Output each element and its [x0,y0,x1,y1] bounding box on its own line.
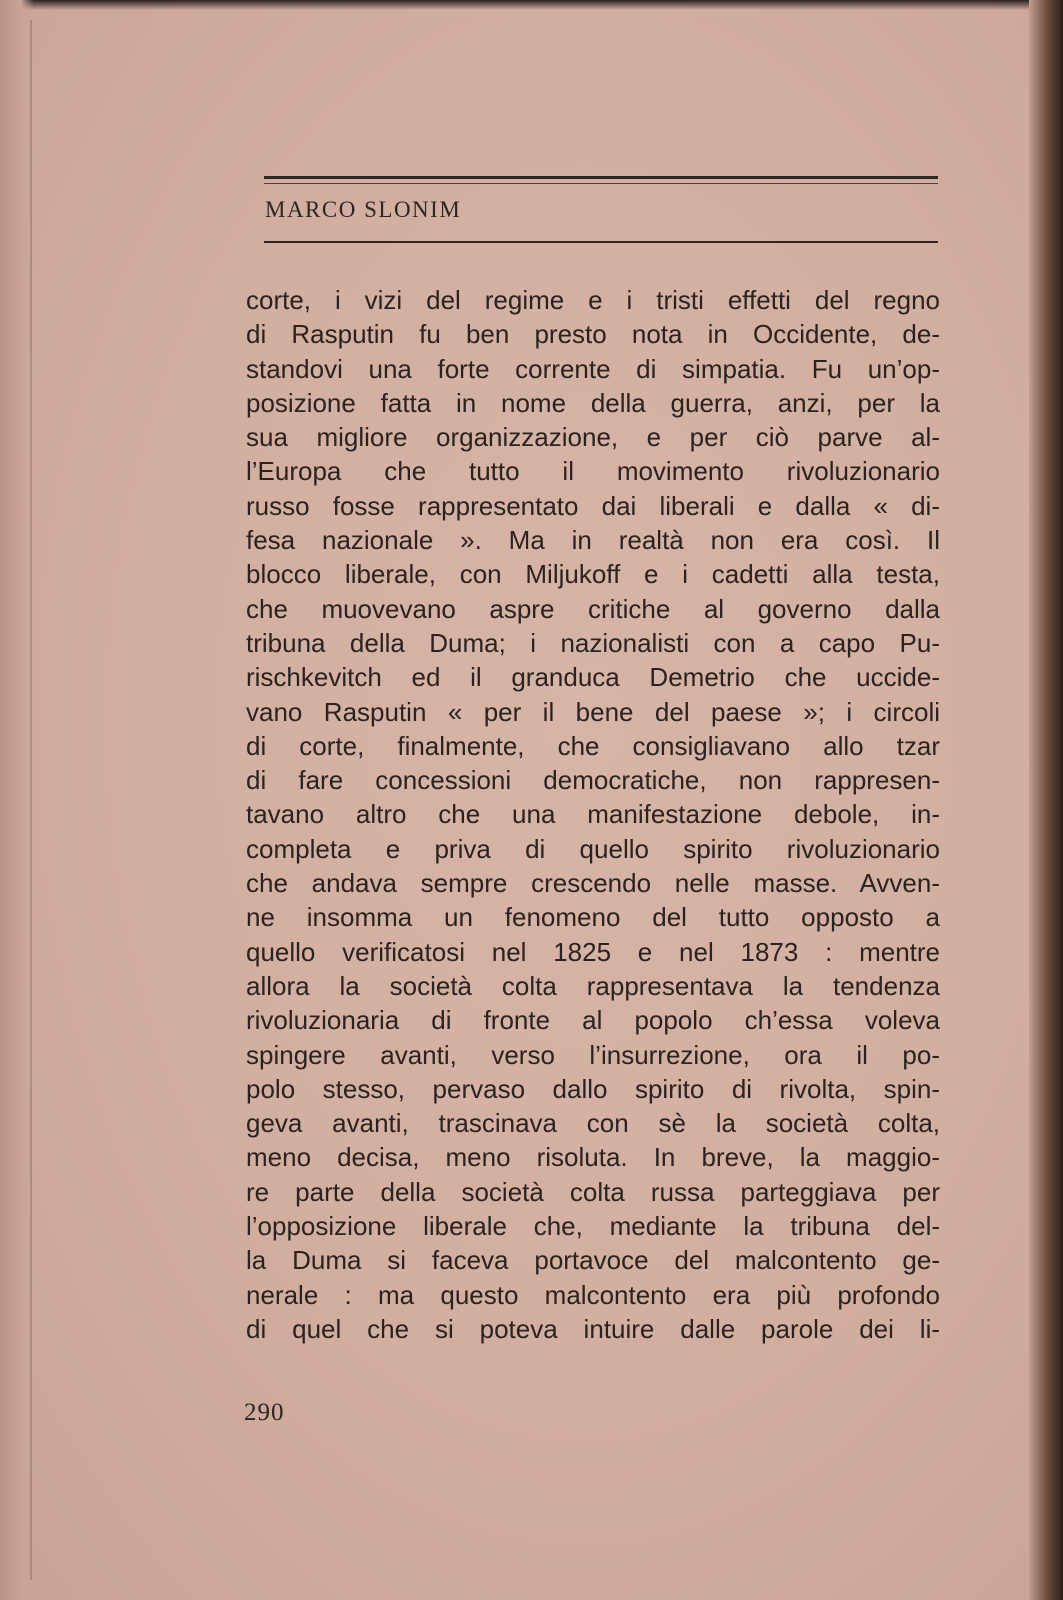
header-rule-top-thin [264,183,938,184]
text-line: rischkevitch ed il granduca Demetrio che uccide- [246,662,940,693]
page-number: 290 [244,1399,285,1426]
text-line: tavano altro che una manifestazione debole, in- [246,799,940,830]
text-line: nerale : ma questo malcontento era più profondo [246,1279,940,1310]
text-line: quello verificatosi nel 1825 e nel 1873 : mentre [246,936,940,967]
text-line: posizione fatta in nome della guerra, anzi, per la [246,387,940,418]
text-line: allora la società colta rappresentava la tendenza [246,970,940,1001]
page-right-edge [1029,0,1063,1600]
body-text [246,283,940,1346]
text-line: fesa nazionale ». Ma in realtà non era così. Il [246,525,940,556]
text-line: spingere avanti, verso l’insurrezione, ora il po- [246,1039,940,1070]
text-line: l’Europa che tutto il movimento rivoluzionario [246,456,940,487]
text-line: tribuna della Duma; i nazionalisti con a capo Pu- [246,627,940,658]
text-line: che andava sempre crescendo nelle masse. Avven- [246,868,940,899]
text-line: meno decisa, meno risoluta. In breve, la maggio- [246,1142,940,1173]
page-left-margin-edge [0,0,34,1600]
header-rule-bottom [264,241,938,243]
page-top-shadow [0,0,1063,10]
text-line: standovi una forte corrente di simpatia. Fu un’op- [246,353,940,384]
text-line: di quel che si poteva intuire dalle parole dei li- [246,1313,940,1344]
text-line: blocco liberale, con Miljukoff e i cadetti alla testa, [246,559,940,590]
text-line: di Rasputin fu ben presto nota in Occidente, de- [246,319,940,350]
text-line: rivoluzionaria di fronte al popolo ch’essa voleva [246,1005,940,1036]
text-line: russo fosse rappresentato dai liberali e dalla « di- [246,490,940,521]
text-line: ne insomma un fenomeno del tutto opposto a [246,902,940,933]
text-line: vano Rasputin « per il bene del paese »; i circoli [246,696,940,727]
text-line: geva avanti, trascinava con sè la società colta, [246,1108,940,1139]
text-line: sua migliore organizzazione, e per ciò parve al- [246,422,940,453]
text-line: corte, i vizi del regime e i tristi effetti del regno [246,285,940,315]
text-line: di fare concessioni democratiche, non rappresen- [246,765,940,796]
text-line: completa e priva di quello spirito rivoluzionario [246,833,940,864]
text-line: di corte, finalmente, che consigliavano allo tzar [246,730,940,761]
binding-line [30,20,32,1580]
text-line: re parte della società colta russa parteggiava per [246,1176,940,1207]
text-line: polo stesso, pervaso dallo spirito di rivolta, spin- [246,1073,940,1104]
text-line: l’opposizione liberale che, mediante la tribuna del- [246,1211,940,1242]
running-head: MARCO SLONIM [265,197,462,222]
text-line: la Duma si faceva portavoce del malcontento ge- [246,1245,940,1276]
text-line: che muovevano aspre critiche al governo dalla [246,593,940,624]
header-rule-top [264,176,938,179]
